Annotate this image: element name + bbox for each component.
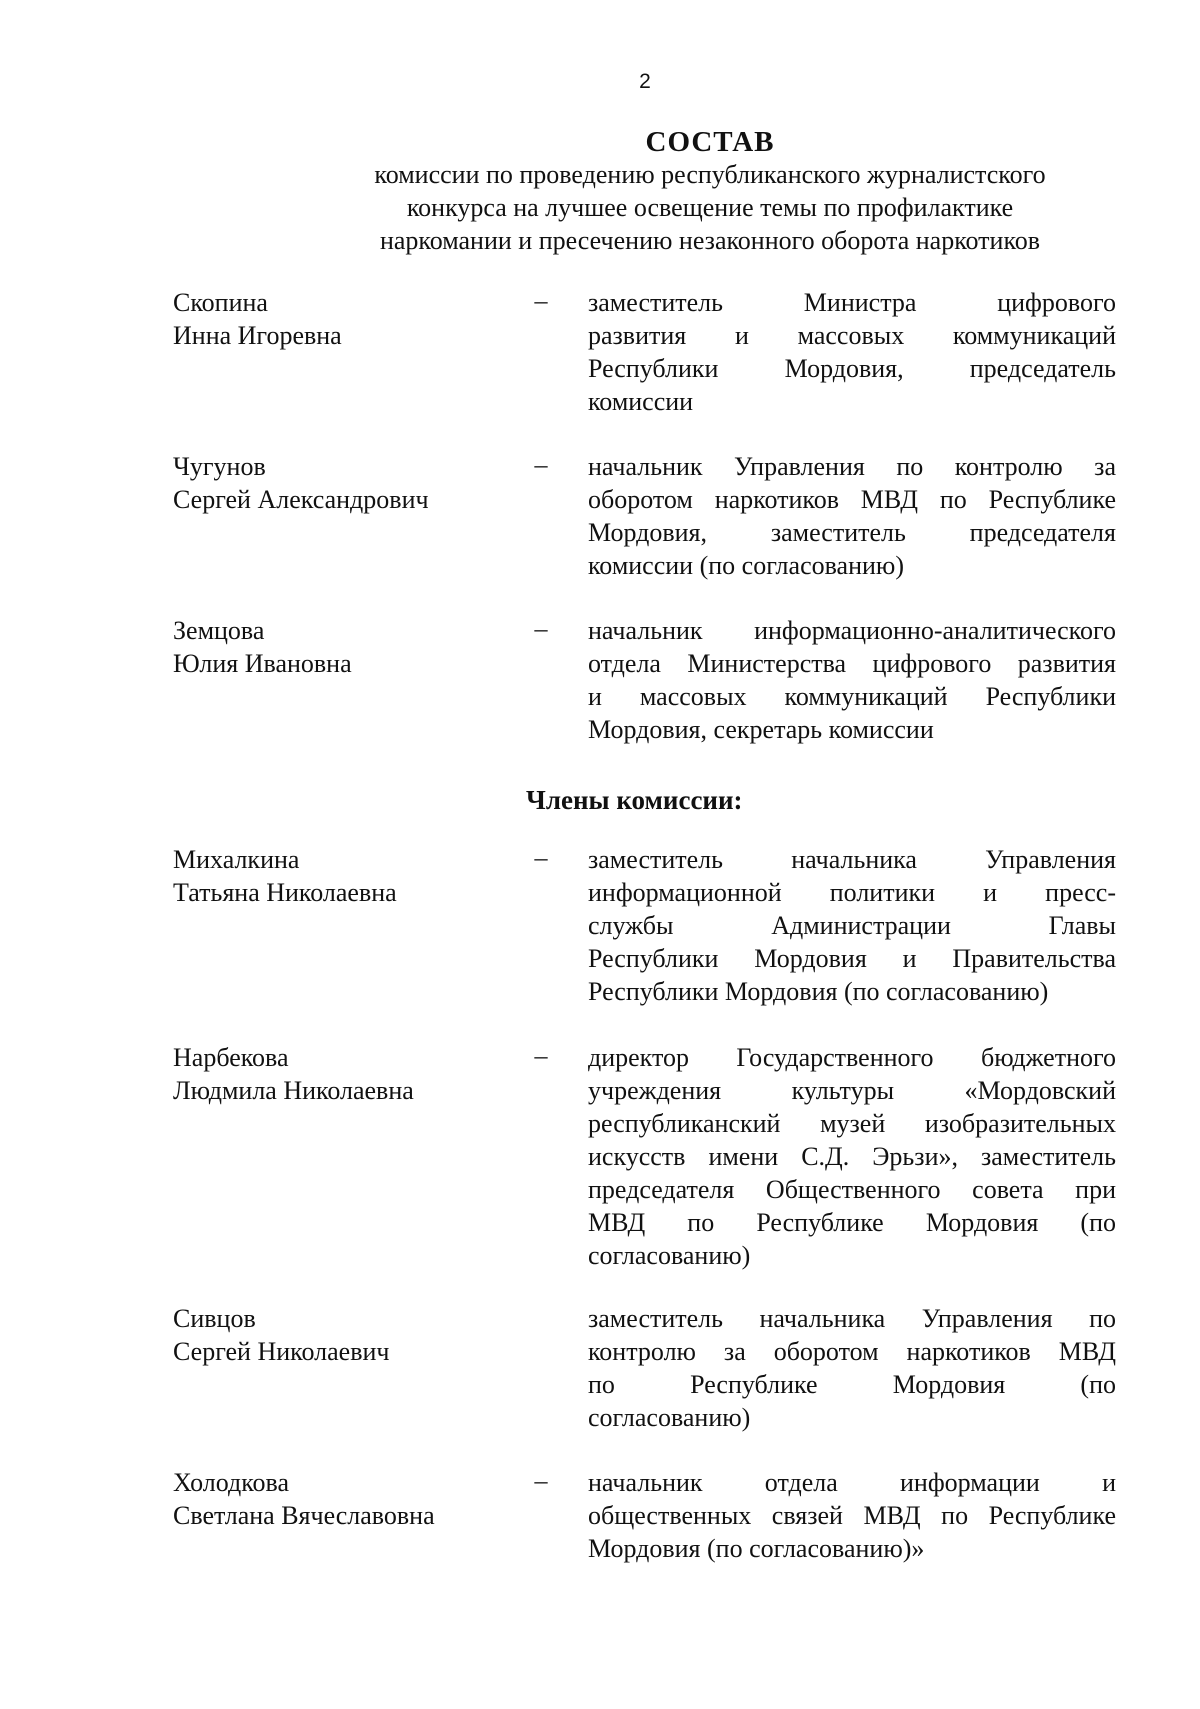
role-line: заместитель начальника Управления по: [588, 1304, 1116, 1333]
page-number: 2: [639, 70, 651, 93]
dash-separator: –: [534, 286, 548, 315]
role-line: по Республике Мордовия (по: [588, 1370, 1116, 1399]
member-surname: Холодкова: [173, 1468, 290, 1497]
member-name: [173, 1466, 503, 1532]
dash-separator: –: [534, 614, 548, 643]
role-line: и массовых коммуникаций Республики: [588, 682, 1116, 711]
role-line: отдела Министерства цифрового развития: [588, 649, 1116, 678]
member-role: [588, 1041, 1116, 1272]
member-role: [588, 1466, 1116, 1565]
member-name: [173, 1302, 503, 1368]
role-line: Республики Мордовия, председатель: [588, 354, 1116, 383]
member-role: [588, 614, 1116, 746]
subtitle-line: наркомании и пресечению незаконного оборота наркотиков: [379, 226, 1041, 255]
role-line: согласованию): [588, 1403, 751, 1432]
role-line: Республики Мордовия и Правительства: [588, 944, 1116, 973]
member-surname: Михалкина: [173, 845, 300, 874]
dash-separator: –: [534, 1466, 548, 1495]
dash-separator: –: [534, 450, 548, 479]
member-surname: Сивцов: [173, 1304, 256, 1333]
role-line: заместитель начальника Управления: [588, 845, 1116, 874]
document-title: СОСТАВ: [645, 126, 775, 158]
dash-separator: –: [534, 1041, 548, 1070]
role-line: Мордовия (по согласованию)»: [588, 1534, 925, 1563]
role-line: искусств имени С.Д. Эрьзи», заместитель: [588, 1142, 1116, 1171]
member-given-name: Юлия Ивановна: [173, 649, 352, 678]
member-name: [173, 286, 503, 352]
member-role: [588, 843, 1116, 1008]
dash-separator: –: [534, 843, 548, 872]
member-surname: Земцова: [173, 616, 265, 645]
role-line: службы Администрации Главы: [588, 911, 1116, 940]
role-line: начальник Управления по контролю за: [588, 452, 1116, 481]
member-surname: Нарбекова: [173, 1043, 289, 1072]
member-given-name: Инна Игоревна: [173, 321, 342, 350]
role-line: согласованию): [588, 1241, 751, 1270]
role-line: МВД по Республике Мордовия (по: [588, 1208, 1116, 1237]
role-line: оборотом наркотиков МВД по Республике: [588, 485, 1116, 514]
member-role: [588, 286, 1116, 418]
member-given-name: Людмила Николаевна: [173, 1076, 414, 1105]
role-line: Республики Мордовия (по согласованию): [588, 977, 1049, 1006]
member-role: [588, 450, 1116, 582]
subtitle-line: комиссии по проведению республиканского журналистского: [374, 160, 1046, 189]
member-given-name: Сергей Николаевич: [173, 1337, 390, 1366]
role-line: директор Государственного бюджетного: [588, 1043, 1116, 1072]
role-line: начальник информационно-аналитического: [588, 616, 1116, 645]
role-line: Мордовия, секретарь комиссии: [588, 715, 934, 744]
role-line: заместитель Министра цифрового: [588, 288, 1116, 317]
member-given-name: Светлана Вячеславовна: [173, 1501, 435, 1530]
member-role: [588, 1302, 1116, 1434]
role-line: контролю за оборотом наркотиков МВД: [588, 1337, 1116, 1366]
member-name: [173, 450, 503, 516]
member-surname: Чугунов: [173, 452, 266, 481]
member-name: [173, 843, 503, 909]
role-line: председателя Общественного совета при: [588, 1175, 1116, 1204]
member-name: [173, 614, 503, 680]
role-line: комиссии (по согласованию): [588, 551, 904, 580]
section-heading: Члены комиссии:: [526, 785, 743, 815]
subtitle-line: конкурса на лучшее освещение темы по профилактике: [406, 193, 1014, 222]
role-line: республиканский музей изобразительных: [588, 1109, 1116, 1138]
role-line: Мордовия, заместитель председателя: [588, 518, 1116, 547]
member-given-name: Татьяна Николаевна: [173, 878, 397, 907]
document-subtitle: [330, 158, 1090, 257]
role-line: учреждения культуры «Мордовский: [588, 1076, 1116, 1105]
role-line: развития и массовых коммуникаций: [588, 321, 1116, 350]
role-line: начальник отдела информации и: [588, 1468, 1116, 1497]
role-line: общественных связей МВД по Республике: [588, 1501, 1116, 1530]
role-line: информационной политики и пресс-: [588, 878, 1116, 907]
member-surname: Скопина: [173, 288, 268, 317]
member-name: [173, 1041, 503, 1107]
member-given-name: Сергей Александрович: [173, 485, 429, 514]
role-line: комиссии: [588, 387, 694, 416]
